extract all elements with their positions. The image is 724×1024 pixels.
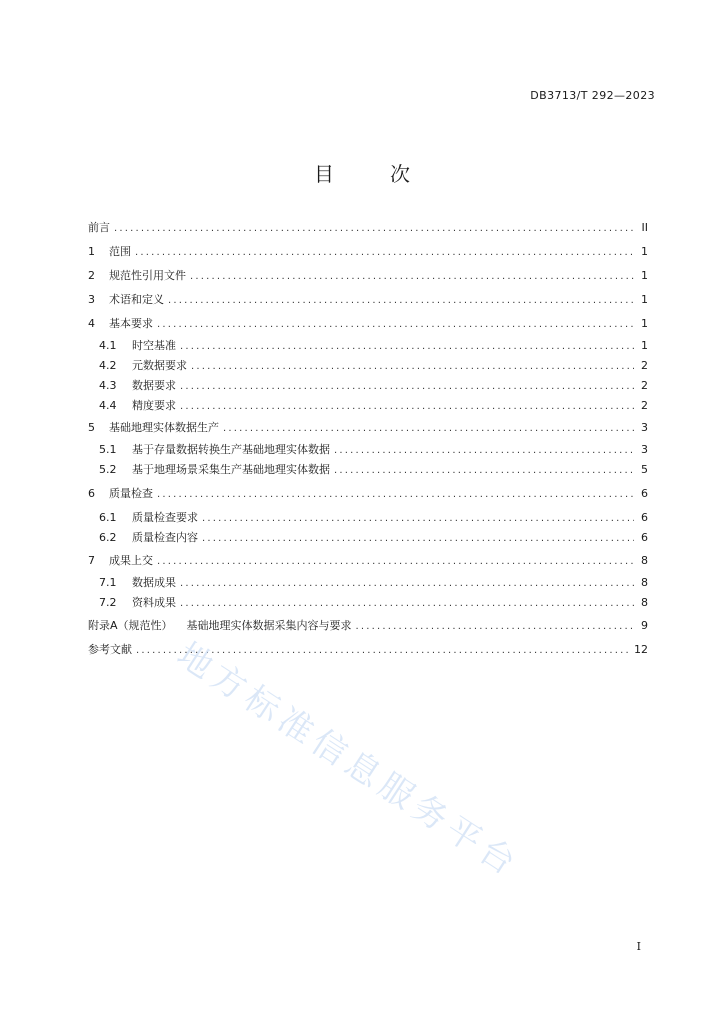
toc-entry-number: 4.4 (99, 399, 117, 412)
toc-entry-number: 4.2 (99, 359, 117, 372)
toc-entry[interactable] (99, 357, 648, 375)
page-number: I (636, 940, 641, 953)
toc-leader-dots (180, 575, 634, 593)
toc-leader-dots (180, 595, 634, 613)
toc-entry[interactable] (99, 594, 648, 612)
toc-entry-label: 数据成果 (132, 576, 176, 589)
toc-leader-dots (202, 530, 634, 548)
toc-entry-page: II (641, 221, 648, 234)
toc-entry-number: 2 (88, 269, 95, 282)
toc-leader-dots (135, 244, 634, 262)
toc-entry-label: 质量检查要求 (132, 511, 198, 524)
toc-entry-label: 基础地理实体数据生产 (109, 421, 219, 434)
toc-entry-page: 2 (641, 359, 648, 372)
toc-entry-page: 2 (641, 399, 648, 412)
toc-entry-number: 1 (88, 245, 95, 258)
toc-entry-page: 5 (641, 463, 648, 476)
toc-leader-dots (136, 642, 630, 660)
toc-entry-number: 4.1 (99, 339, 117, 352)
toc-entry-label: 规范性引用文件 (109, 269, 186, 282)
toc-leader-dots (157, 486, 634, 504)
toc-entry-label: 基于存量数据转换生产基础地理实体数据 (132, 443, 330, 456)
toc-entry-label: 资料成果 (132, 596, 176, 609)
toc-entry-number: 6.2 (99, 531, 117, 544)
toc-entry[interactable] (88, 617, 648, 635)
toc-leader-dots (180, 338, 634, 356)
toc-entry[interactable] (88, 291, 648, 309)
toc-leader-dots (191, 358, 634, 376)
toc-entry-number: 4.3 (99, 379, 117, 392)
toc-entry[interactable] (99, 509, 648, 527)
toc-entry[interactable] (88, 315, 648, 333)
toc-entry-number: 4 (88, 317, 95, 330)
toc-entry-number: 5.1 (99, 443, 117, 456)
toc-leader-dots (168, 292, 634, 310)
toc-entry-page: 3 (641, 421, 648, 434)
toc-entry-page: 6 (641, 487, 648, 500)
document-code: DB3713/T 292—2023 (530, 89, 655, 102)
toc-entry-label: 质量检查 (109, 487, 153, 500)
toc-entry[interactable] (88, 419, 648, 437)
toc-entry-page: 1 (641, 245, 648, 258)
toc-entry[interactable] (99, 441, 648, 459)
toc-leader-dots (190, 268, 634, 286)
toc-entry-label: 基于地理场景采集生产基础地理实体数据 (132, 463, 330, 476)
toc-entry[interactable] (99, 461, 648, 479)
toc-leader-dots (180, 398, 634, 416)
watermark: 地方标准信息服务平台 (169, 634, 528, 887)
toc-leader-dots (157, 553, 634, 571)
toc-entry-label: 范围 (109, 245, 131, 258)
toc-entry-page: 9 (641, 619, 648, 632)
toc-entry[interactable] (99, 397, 648, 415)
toc-entry-page: 8 (641, 576, 648, 589)
toc-entry[interactable] (88, 267, 648, 285)
toc-entry-number: 6.1 (99, 511, 117, 524)
toc-entry-label: 成果上交 (109, 554, 153, 567)
toc-entry-label: 前言 (88, 221, 110, 234)
toc-leader-dots (180, 378, 634, 396)
toc-entry[interactable] (99, 574, 648, 592)
toc-entry-page: 1 (641, 339, 648, 352)
toc-entry[interactable] (99, 337, 648, 355)
toc-entry-label: 参考文献 (88, 643, 132, 656)
toc-entry-label: 时空基准 (132, 339, 176, 352)
toc-entry-label: 质量检查内容 (132, 531, 198, 544)
toc-entry-label: 术语和定义 (109, 293, 164, 306)
toc-entry-number: 7 (88, 554, 95, 567)
toc-entry-page: 1 (641, 269, 648, 282)
toc-entry-page: 8 (641, 554, 648, 567)
toc-entry[interactable] (99, 377, 648, 395)
toc-entry-label: 基本要求 (109, 317, 153, 330)
toc-leader-dots (356, 618, 634, 636)
toc-entry-number: 5 (88, 421, 95, 434)
toc-entry-page: 6 (641, 531, 648, 544)
toc-entry-page: 6 (641, 511, 648, 524)
toc-entry-label: 数据要求 (132, 379, 176, 392)
toc-entry-page: 8 (641, 596, 648, 609)
toc-entry-number: 附录A（规范性） (88, 619, 173, 632)
toc-entry-number: 7.1 (99, 576, 117, 589)
toc-entry-number: 7.2 (99, 596, 117, 609)
toc-entry[interactable] (99, 529, 648, 547)
toc-entry[interactable] (88, 641, 648, 659)
toc-entry-page: 2 (641, 379, 648, 392)
toc-entry-page: 3 (641, 443, 648, 456)
toc-leader-dots (223, 420, 634, 438)
toc-entry[interactable] (88, 552, 648, 570)
toc-entry-number: 3 (88, 293, 95, 306)
toc-entry[interactable] (88, 485, 648, 503)
toc-leader-dots (334, 442, 634, 460)
toc-entry-number: 6 (88, 487, 95, 500)
toc-entry-page: 12 (634, 643, 648, 656)
toc-entry[interactable] (88, 219, 648, 237)
toc-entry-number: 5.2 (99, 463, 117, 476)
toc-leader-dots (114, 220, 634, 238)
toc-leader-dots (202, 510, 634, 528)
toc-entry-label: 精度要求 (132, 399, 176, 412)
toc-entry-label: 基础地理实体数据采集内容与要求 (186, 619, 352, 632)
page-title: 目 次 (314, 162, 428, 186)
toc-entry[interactable] (88, 243, 648, 261)
toc-entry-page: 1 (641, 317, 648, 330)
toc-entry-page: 1 (641, 293, 648, 306)
toc-entry-label: 元数据要求 (132, 359, 187, 372)
toc-leader-dots (334, 462, 634, 480)
toc-leader-dots (157, 316, 634, 334)
